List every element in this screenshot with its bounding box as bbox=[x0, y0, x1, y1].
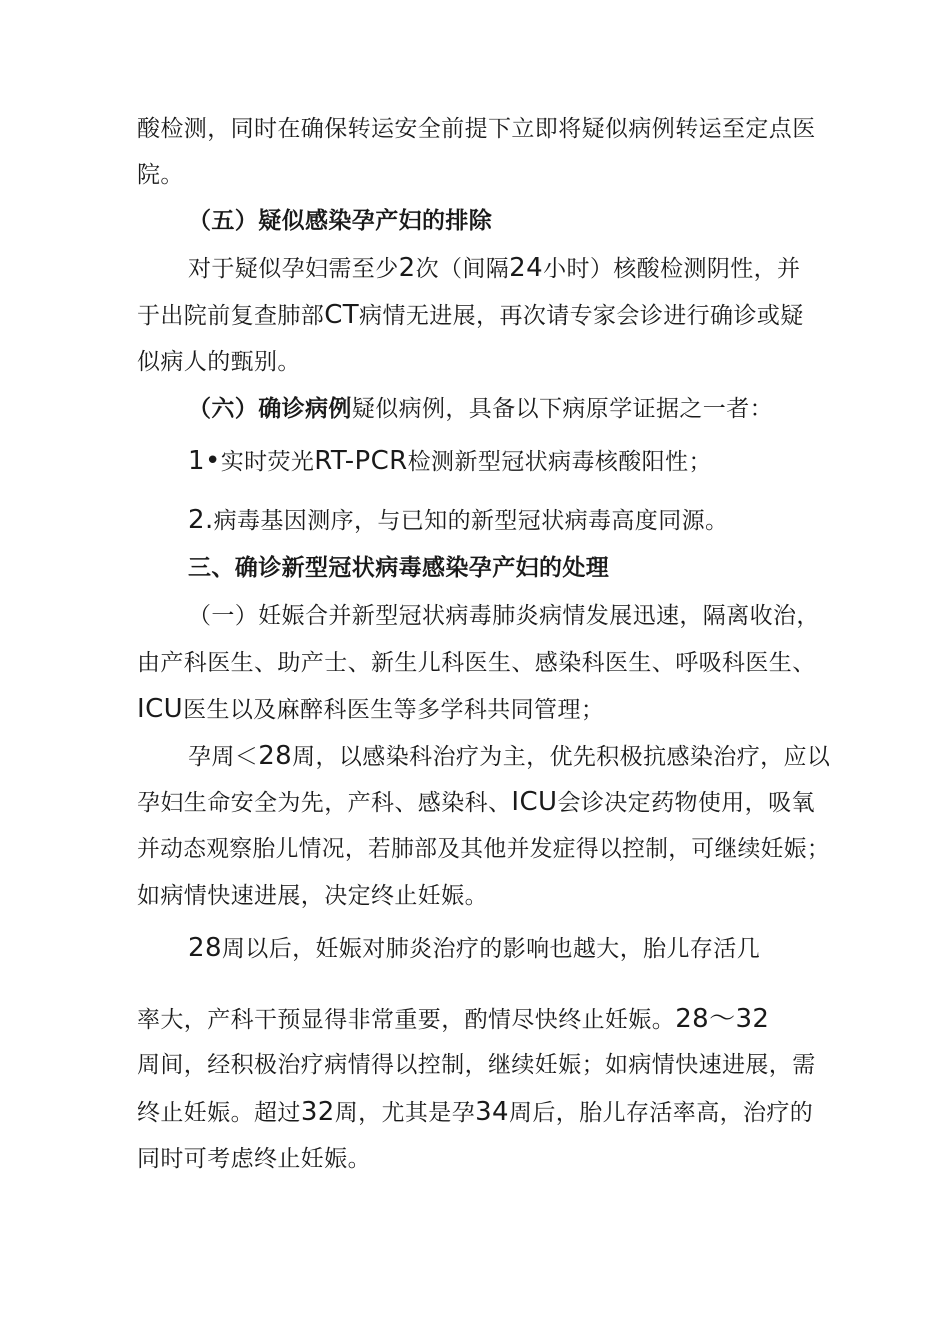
section-heading: （六）确诊病例疑似病例，具备以下病原学证据之一者： bbox=[188, 396, 774, 422]
section-heading: （五）疑似感染孕产妇的排除 bbox=[188, 208, 493, 234]
text-line: 于出院前复查肺部CT病情无进展，再次请专家会诊进行确诊或疑 bbox=[137, 300, 804, 330]
text-line: ICU医生以及麻醉科医生等多学科共同管理； bbox=[137, 694, 605, 724]
text-line: 同时可考虑终止妊娠。 bbox=[137, 1146, 371, 1172]
text-line: 孕妇生命安全为先，产科、感染科、ICU会诊决定药物使用，吸氧 bbox=[137, 787, 815, 817]
text-line: 率大，产科干预显得非常重要，酌情尽快终止妊娠。28〜32 bbox=[137, 1004, 770, 1034]
text-line: 周间，经积极治疗病情得以控制，继续妊娠；如病情快速进展，需 bbox=[137, 1052, 816, 1078]
text-line: 酸检测，同时在确保转运安全前提下立即将疑似病例转运至定点医 bbox=[137, 116, 816, 142]
list-item: 2.病毒基因测序，与已知的新型冠状病毒高度同源。 bbox=[188, 505, 729, 535]
text-line: 由产科医生、助产士、新生儿科医生、感染科医生、呼吸科医生、 bbox=[137, 650, 816, 676]
text-line: 终止妊娠。超过32周，尤其是孕34周后，胎儿存活率高，治疗的 bbox=[137, 1097, 814, 1127]
text-line: 孕周＜28周，以感染科治疗为主，优先积极抗感染治疗，应以 bbox=[188, 741, 831, 771]
text-line: 对于疑似孕妇需至少2次（间隔24小时）核酸检测阴性，并 bbox=[188, 253, 801, 283]
text-line: 并动态观察胎儿情况，若肺部及其他并发症得以控制，可继续妊娠； bbox=[137, 836, 831, 862]
list-item: 1•实时荧光RT-PCR检测新型冠状病毒核酸阳性； bbox=[188, 446, 712, 476]
text-line: 28周以后，妊娠对肺炎治疗的影响也越大，胎儿存活几 bbox=[188, 933, 761, 963]
text-line: 如病情快速进展，决定终止妊娠。 bbox=[137, 883, 488, 909]
text-line: （一）妊娠合并新型冠状病毒肺炎病情发展迅速，隔离收治， bbox=[188, 603, 820, 629]
text-line: 院。 bbox=[137, 162, 184, 188]
chapter-heading: 三、确诊新型冠状病毒感染孕产妇的处理 bbox=[188, 555, 610, 581]
text-line: 似病人的甄别。 bbox=[137, 349, 301, 375]
